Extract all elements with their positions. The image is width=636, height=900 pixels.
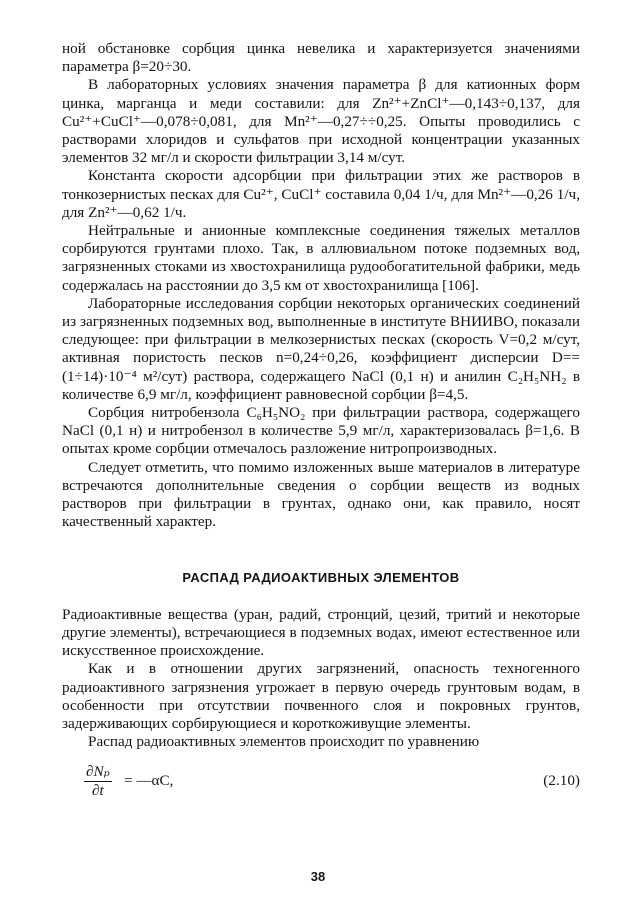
paragraph-sorption-zinc: ной обстановке сорбция цинка невелика и характеризуется значениями параметра β=20÷30. xyxy=(62,40,580,76)
paragraph-radioactive-substances: Радиоактивные вещества (уран, радий, стронций, цезий, тритий и некоторые другие элементы), встречающиеся в подземных водах, имеют естественное или искусственное происхождение. xyxy=(62,605,580,660)
page-body xyxy=(62,40,580,805)
paragraph-organic-sorption: Лабораторные исследования сорбции некоторых органических соединений из загрязненных подземных вод, выполненные в институте ВНИИВО, показали следующее: при фильтрации в мелкозернистых песках (скорость V=0,2 м/сут, активная пористость песков n=0,24÷0,26, коэффициент дисперсии D==(1÷14)·10⁻⁴ м²/сут) раствора, содержащего NaCl (0,1 н) и анилин C₂H₅NH₂ в количестве 6,9 мг/л, коэффициент равновесной сорбции β=4,5. xyxy=(62,294,580,403)
paragraph-decay-intro: Распад радиоактивных элементов происходит по уравнению xyxy=(88,733,480,751)
paragraph-radioactive-danger: Как и в отношении других загрязнений, опасность техногенного радиоактивного загрязнения угрожает в первую очередь грунтовым водам, в особенности при отсутствии почвенного слоя и покровных грунтов, задерживающих сорбирующиеся и короткоживущие элементы. xyxy=(62,660,580,732)
page-number: 38 xyxy=(310,869,326,884)
equation-denominator: ∂t xyxy=(91,782,104,800)
paragraph-conclusion: Следует отметить, что помимо изложенных выше материалов в литературе встречаются дополнительные сведения о сорбции веществ из водных растворов при фильтрации в грунтах, однако они, как правило, носят качественный характер. xyxy=(62,458,580,531)
equation-number: (2.10) xyxy=(543,772,580,790)
equation-2-10 xyxy=(62,761,580,805)
equation-numerator: ∂Nₚ xyxy=(86,763,110,781)
paragraph-lab-conditions: В лабораторных условиях значения параметра β для катионных форм цинка, марганца и меди составили: для Zn²⁺+ZnCl⁺—0,143÷0,137, для Cu²⁺+CuCl⁺—0,078÷0,081, для Mn²⁺—0,27÷÷0,25. Опыты проводились с растворами хлоридов и сульфатов при исходной концентрации указанных элементов 32 мг/л и скорости фильтрации 3,14 м/сут. xyxy=(62,76,580,167)
paragraph-adsorption-constant: Константа скорости адсорбции при фильтрации этих же растворов в тонкозернистых песках для Cu²⁺, CuCl⁺ составила 0,04 1/ч, для Mn²⁺—0,26 1/ч, для Zn²⁺—0,62 1/ч. xyxy=(62,167,580,221)
section-heading: РАСПАД РАДИОАКТИВНЫХ ЭЛЕМЕНТОВ xyxy=(182,570,460,586)
paragraph-nitrobenzene: Сорбция нитробензола C₆H₅NO₂ при фильтрации раствора, содержащего NaCl (0,1 н) и нитробензол в количестве 5,9 мг/л, характеризовалась β=1,6. В опытах кроме сорбции отмечалось разложение нитропроизводных. xyxy=(62,404,580,458)
equation-fraction xyxy=(84,763,112,800)
paragraph-neutral-complexes: Нейтральные и анионные комплексные соединения тяжелых металлов сорбируются грунтами плохо. Так, в аллювиальном потоке подземных вод, загрязненных стоками из хвостохранилища рудообогатительной фабрики, медь содержалась на расстоянии до 3,5 км от хвостохранилища [106]. xyxy=(62,222,580,294)
equation-rhs: = —αC, xyxy=(124,772,174,790)
